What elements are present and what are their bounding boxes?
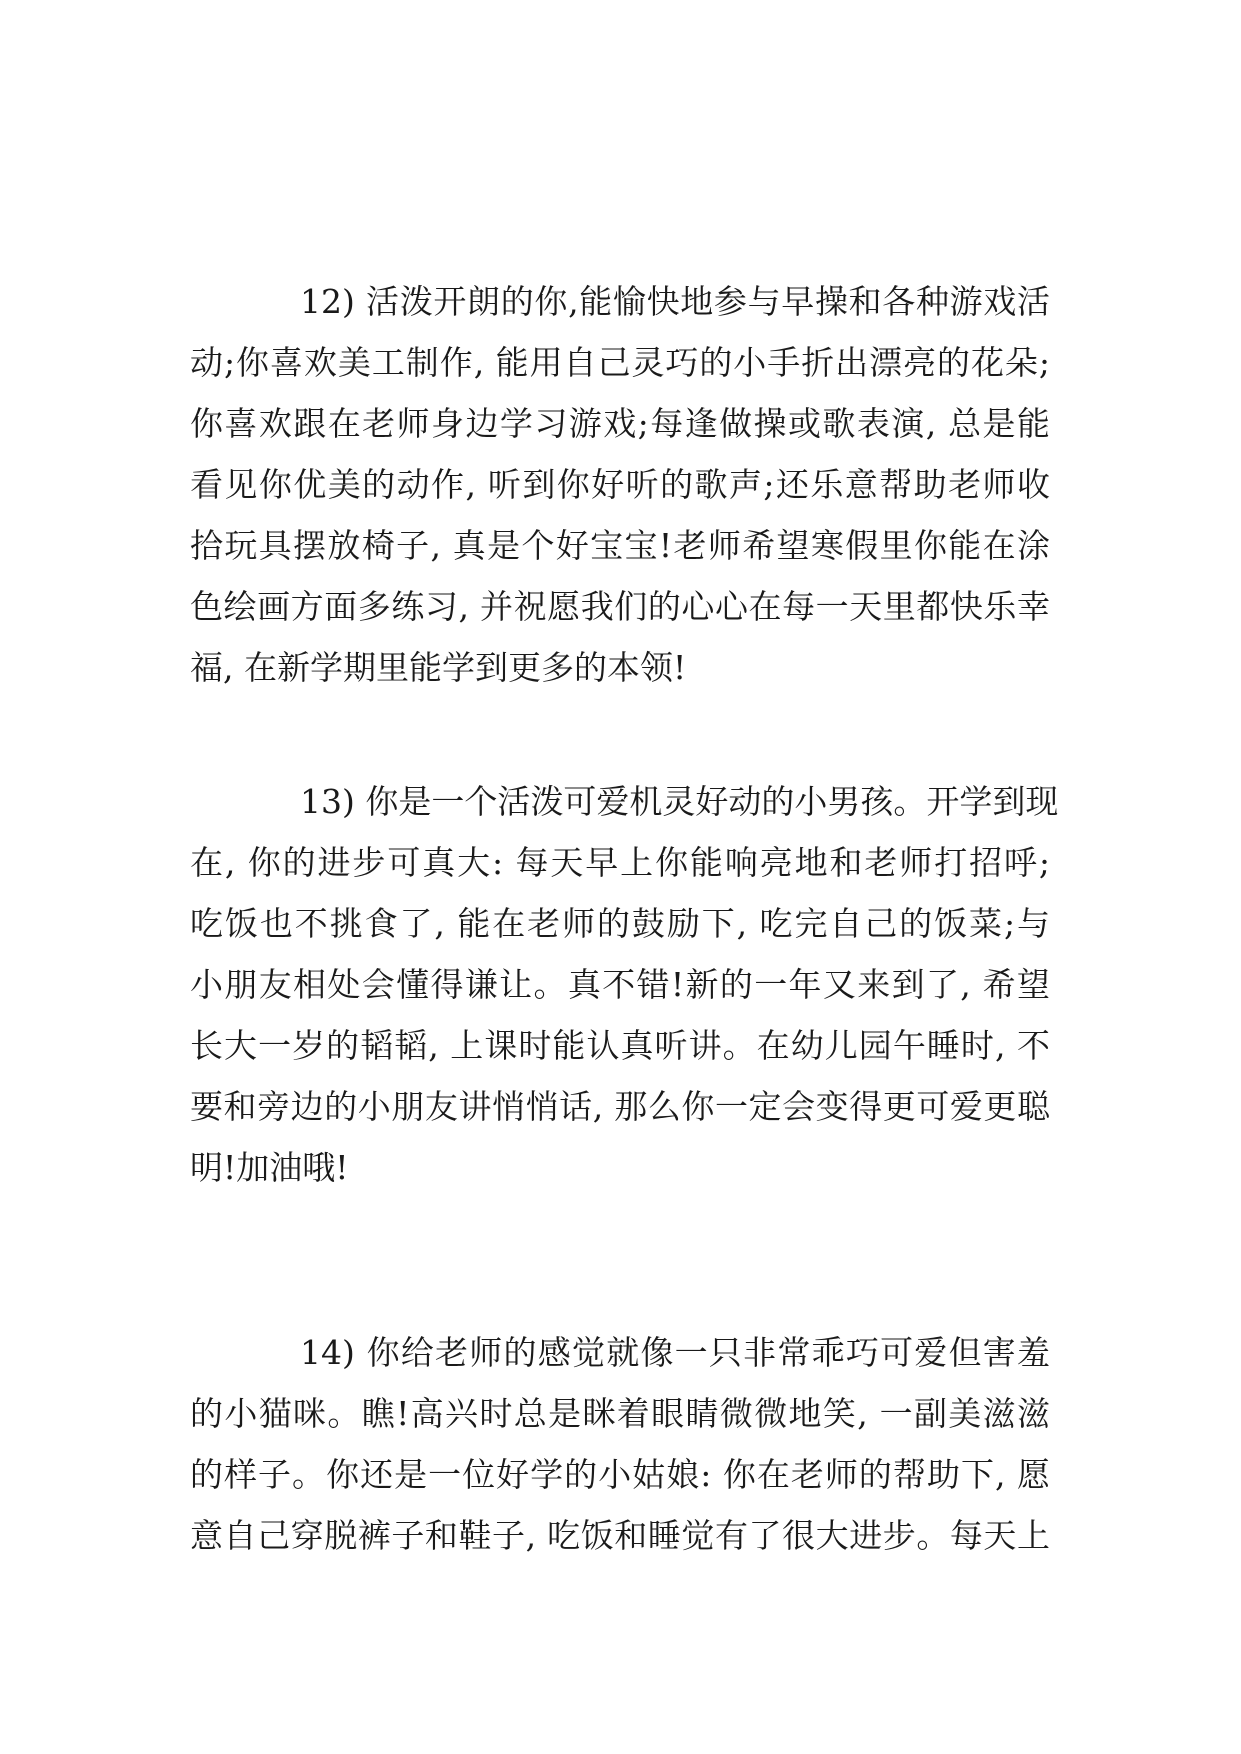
paragraph-13 bbox=[190, 771, 1059, 1198]
paragraph-line: 明!加油哦! bbox=[190, 1148, 349, 1187]
paragraph-line: 动;你喜欢美工制作, 能用自己灵巧的小手折出漂亮的花朵; bbox=[190, 343, 1050, 382]
paragraph-14 bbox=[190, 1322, 1050, 1566]
paragraph-line: 14) 你给老师的感觉就像一只非常乖巧可爱但害羞 bbox=[300, 1333, 1050, 1372]
paragraph-line: 13) 你是一个活泼可爱机灵好动的小男孩。开学到现 bbox=[300, 782, 1059, 821]
paragraph-line: 色绘画方面多练习, 并祝愿我们的心心在每一天里都快乐幸 bbox=[190, 587, 1050, 626]
paragraph-line: 要和旁边的小朋友讲悄悄话, 那么你一定会变得更可爱更聪 bbox=[190, 1087, 1050, 1126]
paragraph-line: 拾玩具摆放椅子, 真是个好宝宝!老师希望寒假里你能在涂 bbox=[190, 526, 1050, 565]
paragraph-line: 意自己穿脱裤子和鞋子, 吃饭和睡觉有了很大进步。每天上 bbox=[190, 1516, 1050, 1555]
paragraph-line: 的小猫咪。瞧!高兴时总是眯着眼睛微微地笑, 一副美滋滋 bbox=[190, 1394, 1050, 1433]
paragraph-line: 小朋友相处会懂得谦让。真不错!新的一年又来到了, 希望 bbox=[190, 965, 1050, 1004]
paragraph-line: 12) 活泼开朗的你,能愉快地参与早操和各种游戏活 bbox=[300, 282, 1050, 321]
paragraph-line: 长大一岁的韬韬, 上课时能认真听讲。在幼儿园午睡时, 不 bbox=[190, 1026, 1050, 1065]
paragraph-line: 的样子。你还是一位好学的小姑娘: 你在老师的帮助下, 愿 bbox=[190, 1455, 1050, 1494]
paragraph-line: 吃饭也不挑食了, 能在老师的鼓励下, 吃完自己的饭菜;与 bbox=[190, 904, 1050, 943]
paragraph-line: 福, 在新学期里能学到更多的本领! bbox=[190, 648, 687, 687]
paragraph-line: 看见你优美的动作, 听到你好听的歌声;还乐意帮助老师收 bbox=[190, 465, 1050, 504]
paragraph-line: 在, 你的进步可真大: 每天早上你能响亮地和老师打招呼; bbox=[190, 843, 1050, 882]
paragraph-12 bbox=[190, 271, 1050, 698]
paragraph-line: 你喜欢跟在老师身边学习游戏;每逢做操或歌表演, 总是能 bbox=[190, 404, 1050, 443]
